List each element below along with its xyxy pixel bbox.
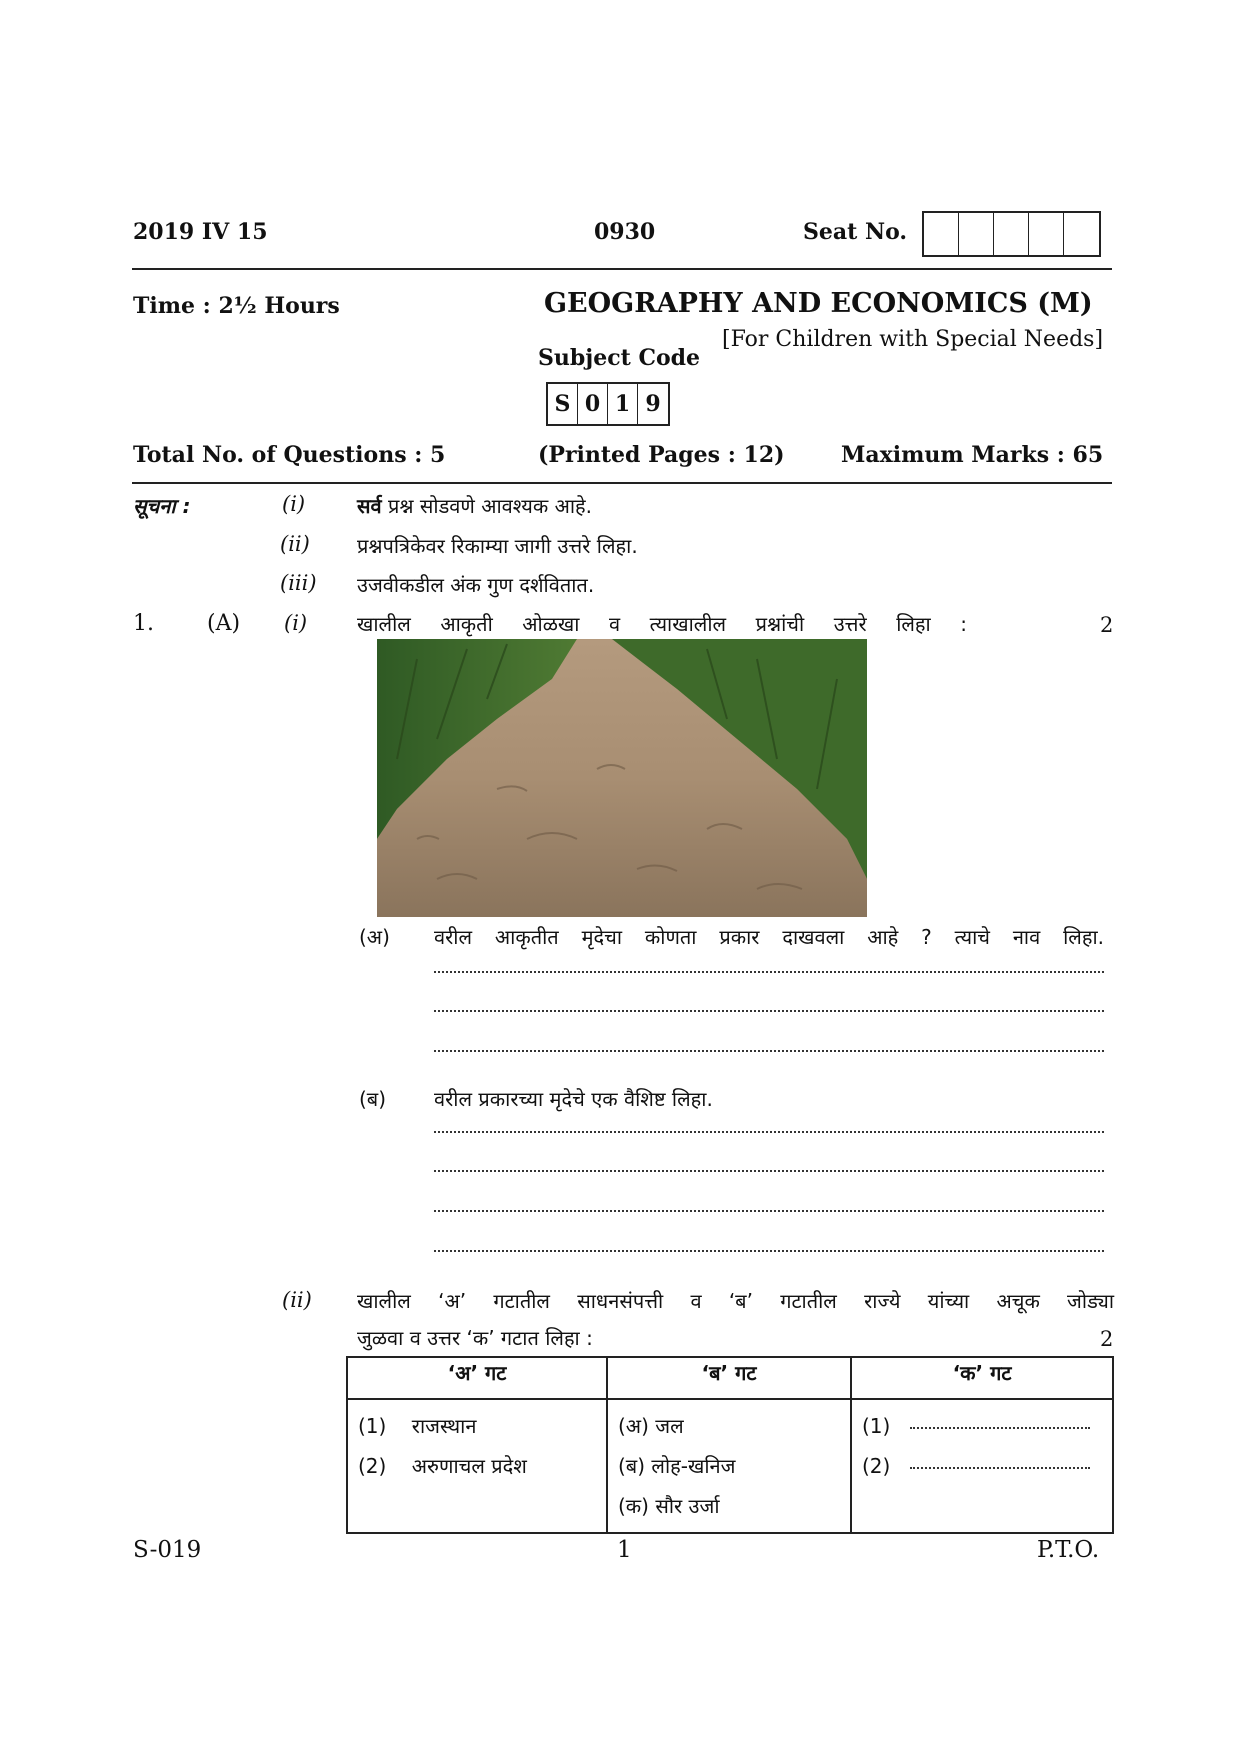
seat-box-cell[interactable] <box>959 213 994 255</box>
column-header-a: ‘अ’ गट <box>347 1357 607 1399</box>
instructions-label: सूचना : <box>133 494 191 518</box>
list-item <box>358 1406 596 1446</box>
item-text: राजस्थान <box>411 1414 477 1438</box>
answer-item[interactable] <box>862 1446 1102 1486</box>
subject-code-char: 1 <box>608 384 638 424</box>
answer-blank[interactable] <box>910 1427 1090 1429</box>
item-number: (1) <box>358 1414 387 1438</box>
seat-label: Seat No. <box>803 219 908 245</box>
total-questions: Total No. of Questions : 5 <box>133 442 446 468</box>
column-header-b: ‘ब’ गट <box>607 1357 851 1399</box>
maximum-marks: Maximum Marks : 65 <box>841 442 1104 468</box>
seat-number-boxes[interactable] <box>922 211 1101 257</box>
item-text: अरुणाचल प्रदेश <box>411 1454 527 1478</box>
instruction-number: (i) <box>282 492 306 516</box>
sub-question-label: (ब) <box>359 1087 387 1111</box>
column-a-cell <box>347 1399 607 1533</box>
item-number: (2) <box>862 1454 891 1478</box>
answer-item[interactable] <box>862 1406 1102 1446</box>
subject-title: GEOGRAPHY AND ECONOMICS (M) <box>544 288 1093 319</box>
answer-line[interactable] <box>434 1050 1104 1052</box>
subject-code-char: S <box>548 384 578 424</box>
pto-label: P.T.O. <box>1037 1537 1100 1563</box>
footer-code: S-019 <box>133 1537 202 1563</box>
answer-line[interactable] <box>434 1250 1104 1252</box>
question-text: खालील आकृती ओळखा व त्याखालील प्रश्नांची उत्तरे लिहा : <box>357 612 967 636</box>
marks: 2 <box>1100 1327 1114 1351</box>
instruction-number: (ii) <box>280 532 310 556</box>
soil-photo <box>377 639 867 917</box>
sub-question-text: वरील प्रकारच्या मृदेचे एक वैशिष्ट लिहा. <box>434 1087 713 1111</box>
column-header-k: ‘क’ गट <box>851 1357 1113 1399</box>
question-number: 1. <box>133 611 154 636</box>
subject-code-char: 0 <box>578 384 608 424</box>
list-item: (अ) जल <box>618 1414 684 1438</box>
answer-line[interactable] <box>434 1010 1104 1012</box>
marks: 2 <box>1100 613 1114 637</box>
part-number: (i) <box>284 611 308 635</box>
instruction-number: (iii) <box>280 571 317 595</box>
subject-code-label: Subject Code <box>538 345 701 371</box>
sub-question-label: (अ) <box>359 925 390 949</box>
sub-question-text: वरील आकृतीत मृदेचा कोणता प्रकार दाखवला आहे ? त्याचे नाव लिहा. <box>434 925 1104 949</box>
printed-pages: (Printed Pages : 12) <box>538 442 785 468</box>
list-item: (क) सौर उर्जा <box>618 1494 720 1518</box>
matching-table <box>346 1356 1114 1534</box>
list-item: (ब) लोह-खनिज <box>618 1454 736 1478</box>
time-allowed: Time : 2½ Hours <box>133 293 340 319</box>
instruction-text: उजवीकडील अंक गुण दर्शवितात. <box>357 573 595 597</box>
paper-number: 0930 <box>594 219 656 245</box>
answer-line[interactable] <box>434 1131 1104 1133</box>
header-divider <box>132 268 1112 270</box>
page-number: 1 <box>617 1537 632 1563</box>
instruction-text: प्रश्न सोडवणे आवश्यक आहे. <box>381 494 593 518</box>
item-number: (2) <box>358 1454 387 1478</box>
seat-box-cell[interactable] <box>1064 213 1099 255</box>
question-text: जुळवा व उत्तर ‘क’ गटात लिहा : <box>357 1326 593 1350</box>
instruction-bold-word: सर्व <box>357 494 382 518</box>
paper-code: 2019 IV 15 <box>133 219 268 245</box>
question-section: (A) <box>207 611 241 636</box>
seat-box-cell[interactable] <box>1029 213 1064 255</box>
answer-line[interactable] <box>434 1170 1104 1172</box>
question-text: खालील ‘अ’ गटातील साधनसंपत्ती व ‘ब’ गटातील राज्ये यांच्या अचूक जोड्या <box>357 1289 1114 1313</box>
answer-line[interactable] <box>434 971 1104 973</box>
item-number: (1) <box>862 1414 891 1438</box>
special-needs-note: [For Children with Special Needs] <box>722 327 1104 352</box>
instruction-text: प्रश्नपत्रिकेवर रिकाम्या जागी उत्तरे लिहा. <box>357 534 638 558</box>
instruction-item <box>357 492 592 519</box>
part-number: (ii) <box>282 1288 312 1312</box>
list-item <box>358 1446 596 1486</box>
instructions-divider <box>132 482 1112 484</box>
subject-code-boxes <box>546 382 670 426</box>
subject-code-char: 9 <box>645 391 661 417</box>
column-k-cell <box>851 1399 1113 1533</box>
seat-box-cell[interactable] <box>924 213 959 255</box>
seat-box-cell[interactable] <box>994 213 1029 255</box>
answer-blank[interactable] <box>910 1467 1090 1469</box>
column-b-cell <box>607 1399 851 1533</box>
answer-line[interactable] <box>434 1210 1104 1212</box>
